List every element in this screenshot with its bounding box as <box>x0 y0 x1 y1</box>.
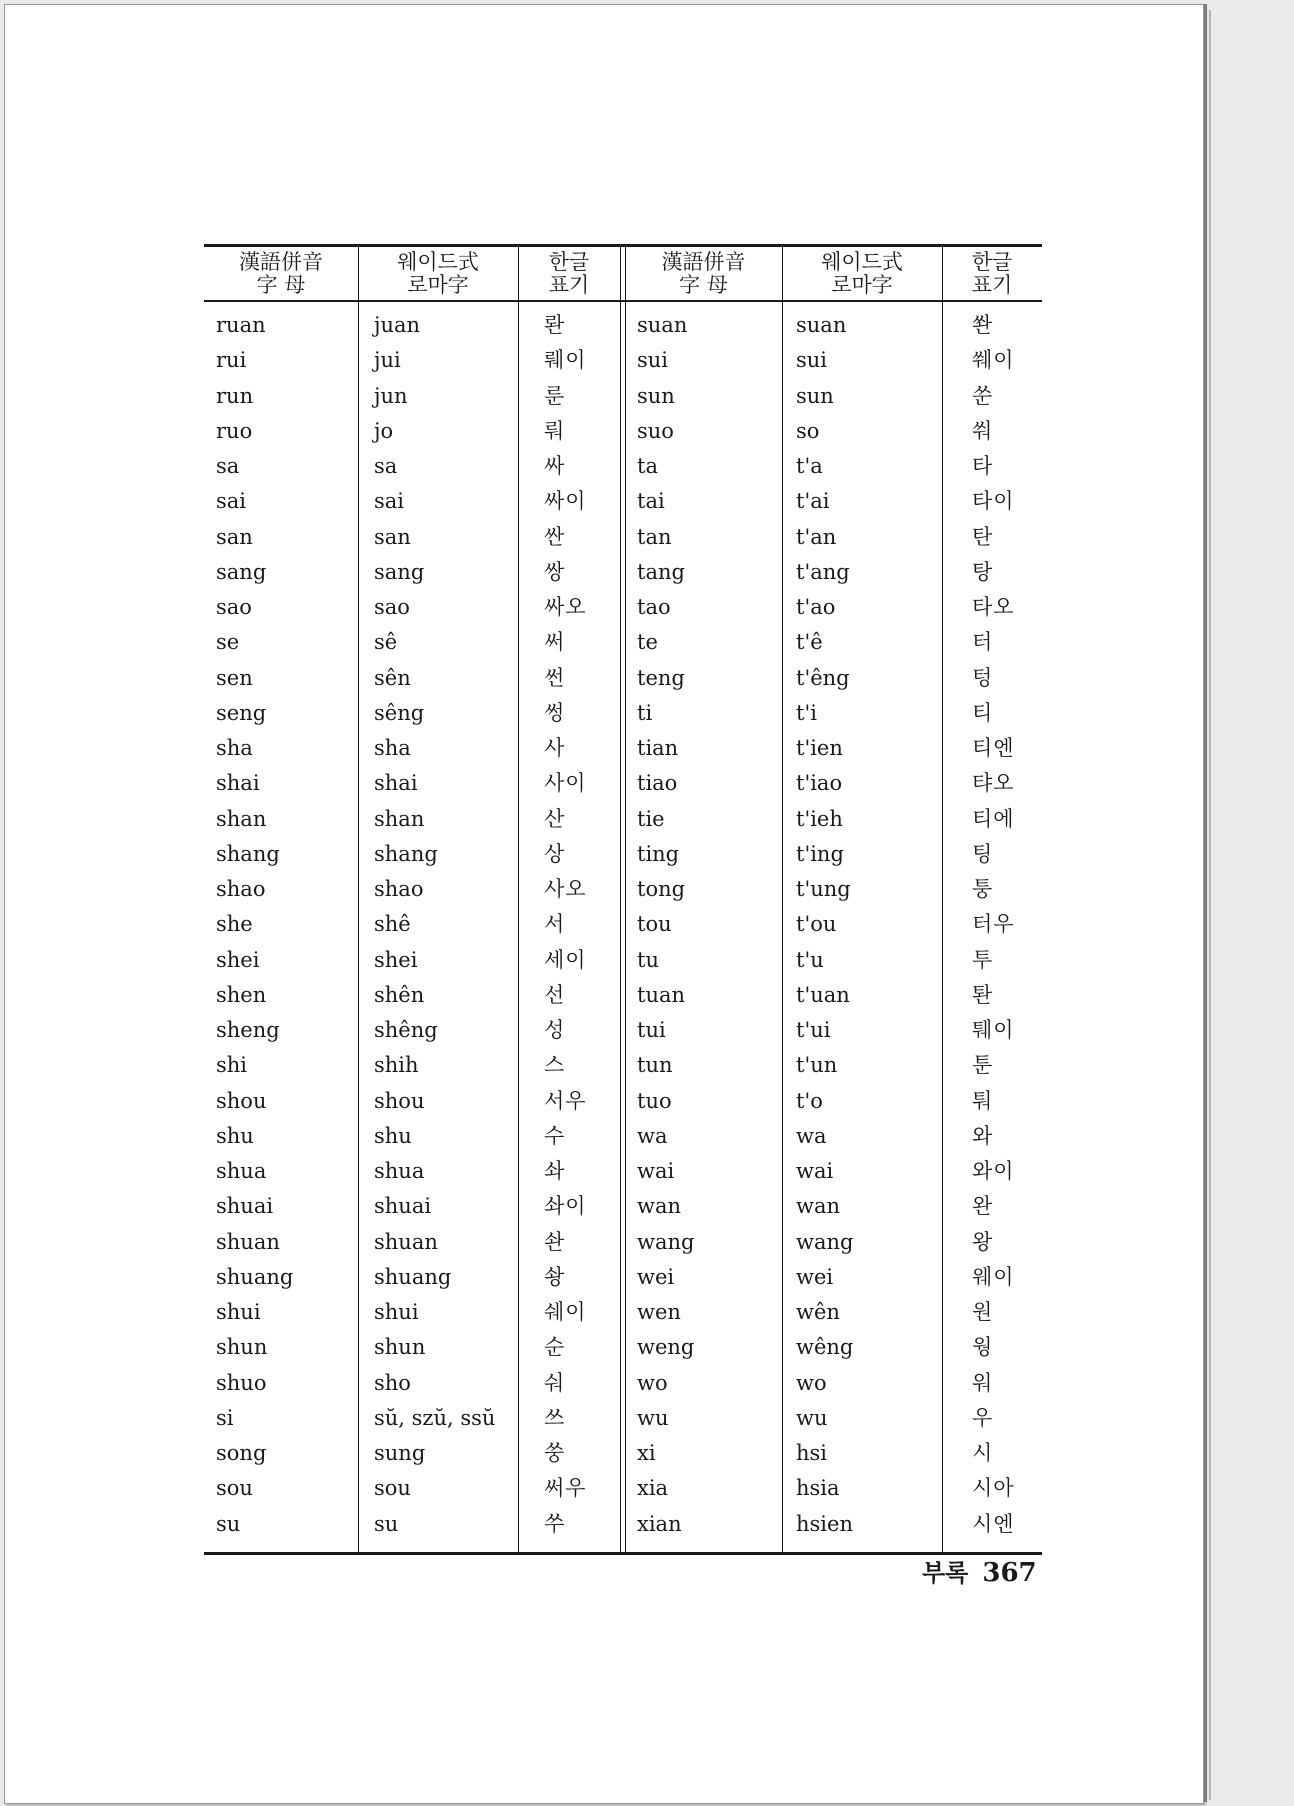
table-cell: wên <box>796 1300 840 1324</box>
table-cell: tai <box>637 489 665 514</box>
table-cell: 타이 <box>972 489 1015 514</box>
table-cell: t'ao <box>796 595 836 619</box>
table-cell: 우 <box>972 1405 994 1430</box>
table-cell: shu <box>216 1123 254 1148</box>
table-cell: 산 <box>544 806 566 831</box>
table-cell: 쏸 <box>972 313 994 337</box>
table-cell: tun <box>637 1053 673 1078</box>
table-cell: 싸 <box>544 454 566 478</box>
table-cell: sung <box>374 1441 426 1465</box>
table-cell: ruan <box>216 313 266 337</box>
table-cell: wa <box>796 1123 827 1148</box>
table-cell: 툰 <box>972 1053 994 1078</box>
table-cell: 텅 <box>972 665 994 690</box>
table-cell: 탸오 <box>972 771 1015 796</box>
table-cell: 웨이 <box>972 1264 1015 1289</box>
header-line: 한글 <box>548 249 590 274</box>
table-cell: wan <box>637 1194 682 1219</box>
table-cell: 뤄 <box>544 418 566 443</box>
table-cell: sa <box>216 454 240 478</box>
table-cell: wang <box>796 1229 854 1254</box>
table-cell: 원 <box>972 1300 994 1324</box>
table-cell: wai <box>637 1159 675 1183</box>
table-cell: 세이 <box>544 947 587 972</box>
table-cell: hsi <box>796 1441 828 1465</box>
header-line: 로마字 <box>407 272 469 297</box>
table-cell: shuang <box>216 1264 294 1289</box>
table-cell: 타 <box>972 454 994 478</box>
table-cell: 성 <box>544 1018 566 1042</box>
table-cell: 완 <box>972 1194 994 1219</box>
table-cell: shui <box>216 1300 261 1324</box>
table-cell: tu <box>637 947 659 972</box>
table-cell: shih <box>374 1053 419 1078</box>
table-cell: xia <box>637 1476 669 1501</box>
table-cell: t'ui <box>796 1018 831 1042</box>
table-cell: 퇀 <box>972 982 994 1007</box>
table-cell: shen <box>216 982 267 1007</box>
table-cell: ruo <box>216 418 253 443</box>
table-cell: shao <box>374 877 424 901</box>
table-cell: su <box>216 1511 241 1536</box>
table-cell: seng <box>216 700 267 725</box>
table-cell: 사오 <box>544 877 587 901</box>
table-cell: shê <box>374 912 411 937</box>
table-cell: shang <box>216 841 280 866</box>
table-cell: t'ien <box>796 736 843 760</box>
table-cell: t'ang <box>796 559 850 584</box>
header-left-pinyin <box>204 247 358 300</box>
table-cell: juan <box>374 313 421 337</box>
table-cell: sai <box>374 489 405 514</box>
table-cell: 써우 <box>544 1476 587 1501</box>
left-wade-column <box>374 308 495 1542</box>
header-line: 字 母 <box>256 272 306 297</box>
table-cell: 솨이 <box>544 1194 587 1219</box>
table-cell: 쑹 <box>544 1441 566 1465</box>
table-cell: shou <box>374 1088 425 1113</box>
table-cell: 순 <box>544 1335 566 1360</box>
table-cell: shei <box>374 947 418 972</box>
table-cell: shuai <box>374 1194 432 1219</box>
table-cell: t'ai <box>796 489 830 514</box>
table-cell: shi <box>216 1053 248 1078</box>
table-cell: 퉁 <box>972 877 994 901</box>
table-cell: so <box>796 418 820 443</box>
table-cell: 서우 <box>544 1088 587 1113</box>
table-cell: 솽 <box>544 1264 566 1289</box>
table-cell: wei <box>796 1264 834 1289</box>
table-cell: 퉈 <box>972 1088 994 1113</box>
table-cell: 사이 <box>544 771 587 796</box>
table-cell: 숴 <box>544 1370 566 1395</box>
table-cell: shuan <box>216 1229 280 1254</box>
table-cell: 티 <box>972 700 994 725</box>
table-cell: shei <box>216 947 260 972</box>
table-cell: sang <box>374 559 425 584</box>
table-cell: 롼 <box>544 313 566 337</box>
table-cell: 사 <box>544 736 566 760</box>
table-cell: sen <box>216 665 253 690</box>
column-divider <box>358 247 359 1552</box>
table-cell: 웡 <box>972 1335 994 1360</box>
table-cell: san <box>216 524 253 549</box>
table-cell: sao <box>216 595 252 619</box>
table-cell: t'iao <box>796 771 843 796</box>
table-cell: jo <box>374 418 394 443</box>
table-cell: 쓰 <box>544 1405 566 1430</box>
table-cell: 터우 <box>972 912 1015 937</box>
table-cell: ti <box>637 700 653 725</box>
table-cell: sa <box>374 454 398 478</box>
table-cell: 쑤 <box>544 1511 566 1536</box>
page-edge-line <box>1209 10 1211 1800</box>
table-cell: 시아 <box>972 1476 1015 1501</box>
table-cell: 상 <box>544 841 566 866</box>
table-cell: shuo <box>216 1370 267 1395</box>
table-cell: t'i <box>796 700 817 725</box>
table-cell: 팅 <box>972 841 994 866</box>
table-cell: 룬 <box>544 383 566 408</box>
header-left-hangul <box>518 247 620 300</box>
table-cell: tan <box>637 524 672 549</box>
table-cell: 뤠이 <box>544 348 587 373</box>
table-cell: wan <box>796 1194 841 1219</box>
header-line: 표기 <box>971 272 1013 297</box>
table-cell: 투 <box>972 947 994 972</box>
table-cell: te <box>637 630 658 655</box>
table-cell: shua <box>216 1159 267 1183</box>
table-cell: 시 <box>972 1441 994 1465</box>
table-cell: se <box>216 630 240 655</box>
table-cell: xian <box>637 1511 682 1536</box>
table-cell: hsia <box>796 1476 840 1501</box>
table-cell: 솨 <box>544 1159 566 1183</box>
table-cell: 수 <box>544 1123 566 1148</box>
table-cell: 쑨 <box>972 383 994 408</box>
table-cell: 싼 <box>544 524 566 549</box>
right-hangul-column <box>972 308 1015 1542</box>
romanization-table <box>204 244 1042 1555</box>
table-cell: tuan <box>637 982 686 1007</box>
table-cell: 쉐이 <box>544 1300 587 1324</box>
table-cell: tuo <box>637 1088 672 1113</box>
table-cell: 탄 <box>972 524 994 549</box>
table-cell: 싸이 <box>544 489 587 514</box>
table-cell: sha <box>216 736 253 760</box>
table-cell: 쒜이 <box>972 348 1015 373</box>
header-right-pinyin <box>625 247 782 300</box>
table-cell: wa <box>637 1123 668 1148</box>
header-line: 표기 <box>548 272 590 297</box>
table-cell: teng <box>637 665 685 690</box>
table-cell: wei <box>637 1264 675 1289</box>
column-divider-double <box>625 247 626 1552</box>
table-cell: shai <box>216 771 260 796</box>
table-cell: t'êng <box>796 665 850 690</box>
table-cell: sheng <box>216 1018 280 1042</box>
table-cell: 와 <box>972 1123 994 1148</box>
table-cell: shou <box>216 1088 267 1113</box>
table-cell: sên <box>374 665 411 690</box>
table-cell: wo <box>796 1370 827 1395</box>
page-edge-shadow <box>1204 4 1207 1802</box>
table-cell: tao <box>637 595 671 619</box>
table-cell: wu <box>637 1405 669 1430</box>
table-cell: tiao <box>637 771 678 796</box>
column-divider <box>942 247 943 1552</box>
table-cell: shuai <box>216 1194 274 1219</box>
table-cell: 워 <box>972 1370 994 1395</box>
table-cell: wo <box>637 1370 668 1395</box>
table-cell: tang <box>637 559 685 584</box>
table-cell: t'ung <box>796 877 851 901</box>
left-pinyin-column <box>216 308 293 1542</box>
table-cell: su <box>374 1511 399 1536</box>
table-cell: wen <box>637 1300 681 1324</box>
header-line: 漢語併音 <box>239 249 323 274</box>
header-rule <box>204 300 1042 302</box>
table-cell: 티엔 <box>972 736 1015 760</box>
table-cell: tou <box>637 912 672 937</box>
table-cell: shên <box>374 982 425 1007</box>
header-right-wade <box>782 247 942 300</box>
table-cell: wu <box>796 1405 828 1430</box>
table-cell: shai <box>374 771 418 796</box>
table-cell: shua <box>374 1159 425 1183</box>
table-cell: sai <box>216 489 247 514</box>
header-line: 웨이드式 <box>821 249 903 274</box>
table-cell: sun <box>637 383 675 408</box>
table-cell: sou <box>374 1476 411 1501</box>
table-cell: ta <box>637 454 658 478</box>
table-cell: shan <box>374 806 425 831</box>
table-cell: 쌍 <box>544 559 566 584</box>
table-cell: si <box>216 1405 234 1430</box>
table-cell: wang <box>637 1229 695 1254</box>
table-cell: tian <box>637 736 679 760</box>
right-wade-column <box>796 308 853 1542</box>
table-cell: jun <box>374 383 408 408</box>
table-cell: t'ê <box>796 630 823 655</box>
table-cell: wêng <box>796 1335 854 1360</box>
table-cell: xi <box>637 1441 656 1465</box>
table-cell: shêng <box>374 1018 438 1042</box>
table-cell: sha <box>374 736 411 760</box>
column-divider <box>782 247 783 1552</box>
table-cell: t'ou <box>796 912 837 937</box>
appendix-label: 부록 <box>922 1559 969 1587</box>
table-cell: 타오 <box>972 595 1015 619</box>
table-cell: t'o <box>796 1088 823 1113</box>
table-cell: 썬 <box>544 665 566 690</box>
table-cell: t'uan <box>796 982 850 1007</box>
table-cell: t'un <box>796 1053 838 1078</box>
table-cell: 써 <box>544 630 566 655</box>
table-cell: shuang <box>374 1264 452 1289</box>
table-cell: 선 <box>544 982 566 1007</box>
table-cell: sêng <box>374 700 425 725</box>
table-cell: shang <box>374 841 438 866</box>
header-line: 한글 <box>971 249 1013 274</box>
table-cell: jui <box>374 348 401 373</box>
table-cell: t'a <box>796 454 823 478</box>
table-cell: t'u <box>796 947 824 972</box>
table-cell: sang <box>216 559 267 584</box>
table-cell: 스 <box>544 1053 566 1078</box>
table-cell: tui <box>637 1018 666 1042</box>
table-cell: san <box>374 524 411 549</box>
table-cell: sho <box>374 1370 411 1395</box>
table-cell: 서 <box>544 912 566 937</box>
table-cell: suan <box>796 313 847 337</box>
table-cell: tie <box>637 806 665 831</box>
table-cell: 썽 <box>544 700 566 725</box>
column-divider-double <box>620 247 621 1552</box>
table-cell: 와이 <box>972 1159 1015 1183</box>
table-cell: 티에 <box>972 806 1015 831</box>
table-cell: sui <box>796 348 828 373</box>
table-cell: ting <box>637 841 680 866</box>
table-cell: song <box>216 1441 267 1465</box>
table-cell: shun <box>374 1335 426 1360</box>
table-cell: weng <box>637 1335 695 1360</box>
header-line: 로마字 <box>831 272 893 297</box>
table-cell: wai <box>796 1159 834 1183</box>
table-cell: sê <box>374 630 398 655</box>
table-cell: shun <box>216 1335 268 1360</box>
header-line: 字 母 <box>679 272 728 297</box>
right-pinyin-column <box>637 308 694 1542</box>
table-cell: shao <box>216 877 266 901</box>
table-cell: 싸오 <box>544 595 587 619</box>
header-right-hangul <box>942 247 1042 300</box>
table-cell: sun <box>796 383 834 408</box>
table-cell: suo <box>637 418 674 443</box>
table-cell: shu <box>374 1123 412 1148</box>
table-cell: 탕 <box>972 559 994 584</box>
header-left-wade <box>358 247 518 300</box>
table-cell: run <box>216 383 254 408</box>
table-cell: 퉤이 <box>972 1018 1015 1042</box>
page-number: 367 <box>982 1558 1037 1588</box>
header-line: 漢語併音 <box>661 249 746 274</box>
table-cell: sŭ, szŭ, ssŭ <box>374 1405 496 1430</box>
table-cell: suan <box>637 313 688 337</box>
table-cell: sou <box>216 1476 253 1501</box>
page-footer <box>922 1553 1037 1588</box>
header-line: 웨이드式 <box>397 249 479 274</box>
table-cell: rui <box>216 348 247 373</box>
table-cell: she <box>216 912 253 937</box>
left-hangul-column <box>544 308 587 1542</box>
table-cell: 시엔 <box>972 1511 1015 1536</box>
table-cell: 쒀 <box>972 418 994 443</box>
column-divider <box>518 247 519 1552</box>
table-cell: t'ieh <box>796 806 843 831</box>
table-cell: shui <box>374 1300 419 1324</box>
table-cell: hsien <box>796 1511 853 1536</box>
table-cell: 왕 <box>972 1229 994 1254</box>
table-cell: 솬 <box>544 1229 566 1254</box>
table-cell: 터 <box>972 630 994 655</box>
table-cell: t'an <box>796 524 837 549</box>
table-cell: shuan <box>374 1229 438 1254</box>
table-cell: t'ing <box>796 841 844 866</box>
table-cell: shan <box>216 806 267 831</box>
table-cell: sui <box>637 348 669 373</box>
table-cell: tong <box>637 877 686 901</box>
table-cell: sao <box>374 595 410 619</box>
